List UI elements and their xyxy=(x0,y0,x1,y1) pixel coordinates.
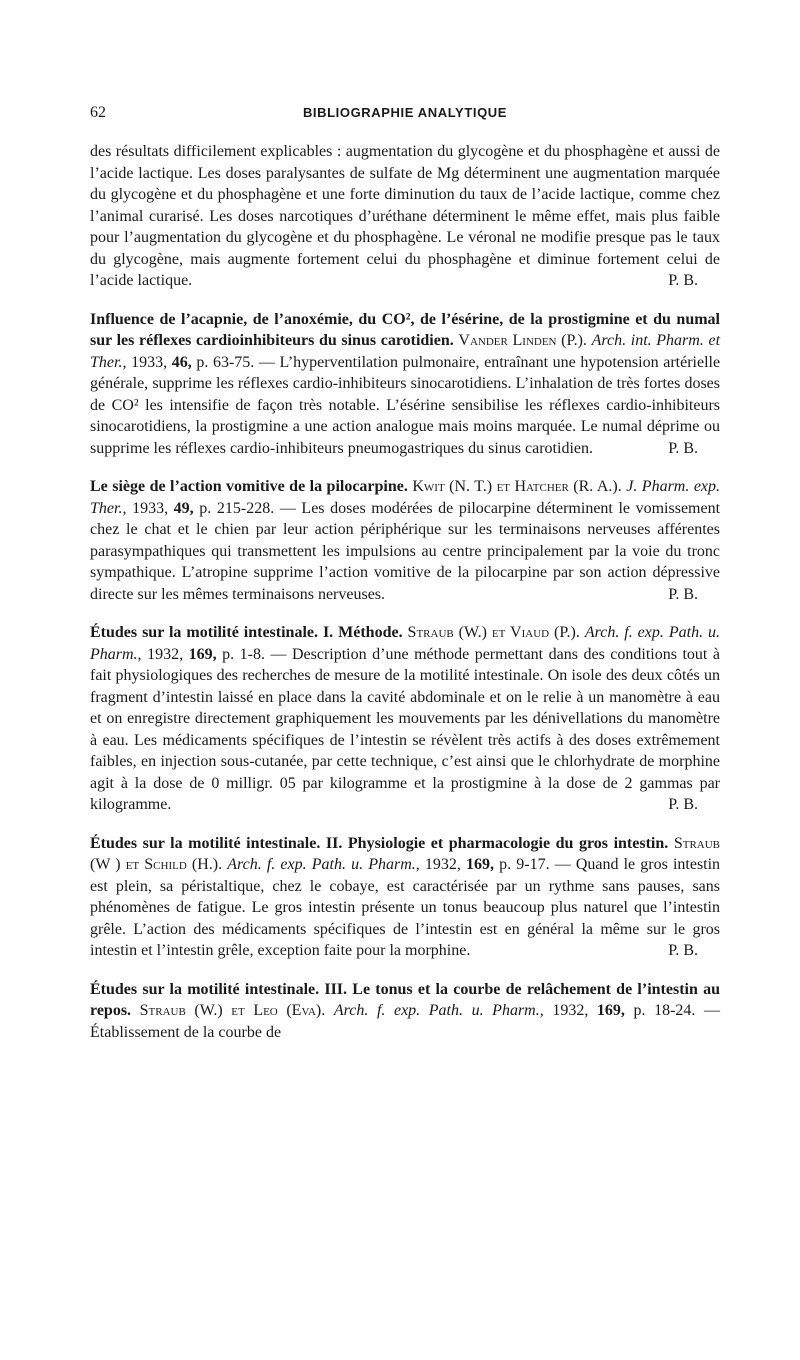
entry-pages: p. 18-24. xyxy=(633,1002,696,1019)
entry-signature: P. B. xyxy=(668,439,698,457)
entry-volume: 169, xyxy=(596,1002,625,1019)
entry-text: — Quand le gros intestin est plein, sa péristaltique, chez le cobaye, est caractérisée par un rythme sans pauses, sans phénomènes de fatigue. Le gros intestin présente un tonus beaucoup plus naturel que l’intestin grêle. L’action des médicaments spécifiques de l’intestin est en général la même sur le gros intestin et l’intestin grêle, exception faite pour la morphine. xyxy=(90,856,721,959)
running-title: BIBLIOGRAPHIE ANALYTIQUE xyxy=(302,105,508,120)
page-header xyxy=(90,104,720,126)
entry-signature: P. B. xyxy=(668,272,698,289)
entry-volume: 49, xyxy=(173,499,194,517)
entry-title: Études sur la motilité intestinale. I. Méthode. xyxy=(90,624,403,641)
page-number: 62 xyxy=(90,104,106,121)
entry-volume: 169, xyxy=(188,645,217,663)
entry-signature: P. B. xyxy=(668,585,698,603)
entry-year: 1933, xyxy=(131,353,168,371)
entry-title: Études sur la motilité intestinale. II. Physiologie et pharmacologie du gros intestin. xyxy=(90,834,669,852)
entry-pages: p. 1-8. xyxy=(222,645,265,663)
entry-year: 1932, xyxy=(147,645,184,663)
entry-text: — Description d’une méthode permettant dans des conditions tout à fait physiologiques des recherches de mesure de la motilité intestinale. On isole des deux côtés un fragment d’intestin laissé en place dans la cavité abdominale et on le relie à un manomètre à eau et on enregistre directement graphiquement les mouvements par les dénivellations du manomètre à eau. Les médicaments spécifiques de l’intestin se révèlent très actifs à des doses extrêmement faibles, en injection sous-cutanée, par cette technique, c’est ainsi que le chlorhydrate de morphine agit à la dose de 0 milligr. 05 par kilogramme et la prostigmine à la dose de 2 gammas par kilogramme. xyxy=(90,645,720,813)
entry-authors: Straub (W.) et Leo (Eva). xyxy=(139,1002,326,1019)
entry-authors: Vander Linden (P.). xyxy=(458,332,587,349)
entry-title: Le siège de l’action vomitive de la pilocarpine. xyxy=(90,478,408,495)
entry-text: des résultats difficilement explicables : augmentation du glycogène et du phosphagène et aussi de l’acide lactique. Les doses paralysantes de sulfate de Mg déterminent une augmentation marquée du glycogène et du phosphagène et une forte diminution du taux de l’acide lactique, comme chez l’animal curarisé. Les doses narcotiques d’uréthane déterminent le même effet, mais plus faible pour l’augmentation du glycogène et du phosphagène. Le véronal ne modifie presque pas le taux du glycogène, mais augmente fortement celui du phosphagène et diminue fortement celui de l’acide lactique. xyxy=(90,143,720,289)
entry-signature: P. B. xyxy=(668,796,698,813)
abstract-entry xyxy=(90,979,720,1044)
entry-year: 1932, xyxy=(552,1002,589,1019)
abstract-entry xyxy=(90,476,720,605)
entry-journal: J. Pharm. exp. Ther., xyxy=(90,478,721,517)
entry-journal: Arch. f. exp. Path. u. Pharm., xyxy=(227,856,420,873)
entry-year: 1933, xyxy=(132,499,169,517)
entry-title: Études sur la motilité intestinale. III. Le tonus et la courbe de relâchement de l’intestin au repos. xyxy=(90,980,720,1019)
entry-pages: p. 9-17. xyxy=(499,856,550,873)
entry-journal: Arch. int. Pharm. et Ther., xyxy=(90,332,721,371)
entry-text: — Les doses modérées de pilocarpine déterminent le vomissement chez le chat et le chien par leur action périphérique sur les terminaisons nerveuses afférentes parasympathiques qui transmettent les impulsions au centre principalement par la voie du tronc sympathique. L’atropine supprime l’action vomitive de la pilocarpine par son action dépressive directe sur les mêmes terminaisons nerveuses. xyxy=(90,499,721,603)
entry-authors: Straub (W ) et Schild (H.). xyxy=(90,834,721,873)
abstract-entry-continued xyxy=(90,141,720,292)
entry-text: — Établissement de la courbe de xyxy=(90,1002,721,1041)
entry-year: 1932, xyxy=(424,856,461,873)
entry-pages: p. 215-228. xyxy=(199,499,275,517)
abstract-entry xyxy=(90,622,720,816)
entry-journal: Arch. f. exp. Path. u. Pharm., xyxy=(90,624,721,663)
page-body xyxy=(90,141,720,1043)
entry-authors: Kwit (N. T.) et Hatcher (R. A.). xyxy=(412,478,622,495)
entry-volume: 169, xyxy=(466,856,495,873)
entry-volume: 46, xyxy=(171,353,192,371)
abstract-entry xyxy=(90,309,720,460)
entry-journal: Arch. f. exp. Path. u. Pharm., xyxy=(333,1002,544,1019)
entry-authors: Straub (W.) et Viaud (P.). xyxy=(407,624,580,641)
entry-pages: p. 63-75. xyxy=(196,353,255,371)
entry-text: — L’hyperventilation pulmonaire, entraînant une hypotension artérielle générale, supprime les réflexes cardio-inhibiteurs sinocarotidiens. L’inhalation de très fortes doses de CO² les intensifie de façon très notable. L’ésérine sensibilise les réflexes cardio-inhibiteurs sinocarotidiens, la prostigmine a une action analogue mais moins marquée. Le numal déprime ou supprime les réflexes cardio-inhibiteurs pneumogastriques du sinus carotidien. xyxy=(90,353,721,457)
entry-title: Influence de l’acapnie, de l’anoxémie, du CO², de l’ésérine, de la prostigmine et du numal sur les réflexes cardioinhibiteurs du sinus carotidien. xyxy=(90,310,720,349)
abstract-entry xyxy=(90,833,720,962)
entry-signature: P. B. xyxy=(668,942,698,959)
